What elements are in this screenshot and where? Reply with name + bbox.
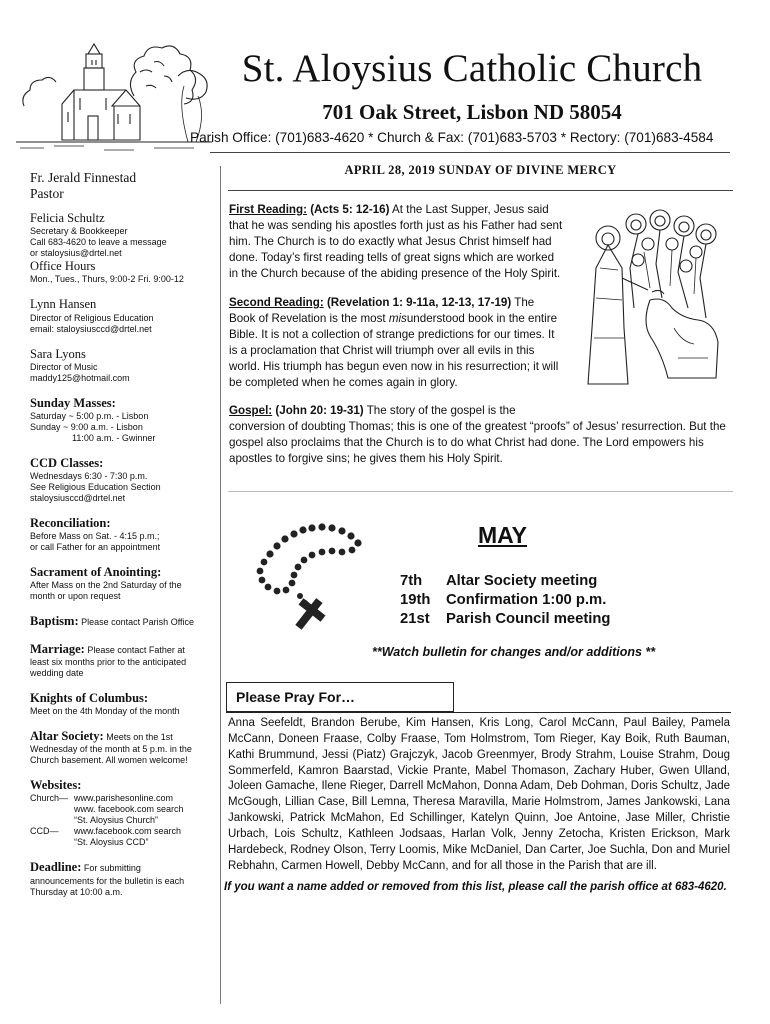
kofc-line: Meet on the 4th Monday of the month <box>30 706 180 717</box>
phone-numbers: Parish Office: (701)683-4620 * Church & Fax: (701)683-5703 * Rectory: (701)683-4584 <box>190 130 714 145</box>
church-website-link[interactable]: www.parishesonline.com <box>74 793 174 804</box>
office-hours-line: Mon., Tues., Thurs, 9:00-2 Fri. 9:00-12 <box>30 274 184 285</box>
marriage-row <box>30 642 215 657</box>
masses-title: Sunday Masses: <box>30 395 116 410</box>
reading-text: conversion of doubting Thomas; this is one of the greatest “proofs” of Jesus’ resurrection. But the gospel also proclaims that the Church is to do what Christ had done. The Lord empowers his apostles to forgive sins; he gives them his Holy Spirit. <box>229 419 726 465</box>
church-drawing <box>14 36 214 154</box>
event-name: Altar Society meeting <box>446 573 598 589</box>
reading-text: At the Last Supper, Jesus said that he was sending his apostles forth just as his Father had sent him. The Church is to do exactly what Jesus Christ himself had done. Today’s first reading tells of great signs which are worked in the Church because of the abiding presence of the Holy Spirit. <box>229 203 563 280</box>
baptism-title: Baptism: <box>30 614 79 629</box>
sidebar <box>30 170 215 898</box>
event-name: Parish Council meeting <box>446 611 611 628</box>
anointing-line: After Mass on the 2nd Saturday of the <box>30 580 182 591</box>
second-reading <box>229 295 563 391</box>
reading-label: Gospel: <box>229 404 273 417</box>
ccd-line: See Religious Education Section <box>30 482 161 493</box>
religious-ed-line: Director of Religious Education <box>30 312 154 323</box>
kofc-title: Knights of Columbus: <box>30 690 149 705</box>
reading-text: The Book of Revelation is the most <box>229 296 535 325</box>
ccd-website-line: “St. Aloysius CCD” <box>74 837 149 848</box>
event-date: 19th <box>400 592 431 609</box>
secretary-line: Call 683-4620 to leave a message <box>30 237 167 248</box>
may-events-title: MAY <box>478 522 527 548</box>
deadline-line: Thursday at 10:00 a.m. <box>30 886 123 897</box>
ccd-website-key: CCD— <box>30 826 59 837</box>
reading-ref: (Revelation 1: 9-11a, 12-13, 17-19) <box>326 296 512 309</box>
please-pray-for-title: Please Pray For… <box>226 682 454 712</box>
reconciliation-line: Before Mass on Sat. - 4:15 p.m.; <box>30 531 160 542</box>
ccd-website-link[interactable]: www.facebook.com search <box>74 826 182 837</box>
altar-society-line: Wednesday of the month at 5 p.m. in the <box>30 744 192 755</box>
church-address: 701 Oak Street, Lisbon ND 58054 <box>322 100 622 124</box>
secretary-line: Secretary & Bookkeeper <box>30 226 128 237</box>
event-row <box>400 591 720 610</box>
ccd-title: CCD Classes: <box>30 455 104 470</box>
gospel-reading <box>229 403 729 467</box>
mass-time: 11:00 a.m. - Gwinner <box>72 432 156 443</box>
church-website-row <box>30 793 215 826</box>
church-website-line: “St. Aloysius Church” <box>74 815 159 826</box>
first-reading <box>229 202 563 282</box>
marriage-line: least six months prior to the anticipated <box>30 656 187 667</box>
church-website-line: www. facebook.com search <box>74 804 184 815</box>
pastor-name: Fr. Jerald Finnestad <box>30 170 137 185</box>
reconciliation-title: Reconciliation: <box>30 516 111 530</box>
anointing-line: month or upon request <box>30 591 121 602</box>
mass-time: Saturday ~ 5:00 p.m. - Lisbon <box>30 410 149 421</box>
pastor-title: Pastor <box>30 186 64 202</box>
church-website-key: Church— <box>30 793 69 804</box>
music-line: maddy125@hotmail.com <box>30 372 130 383</box>
rosary-icon <box>248 510 398 635</box>
event-name: Confirmation 1:00 p.m. <box>446 592 607 609</box>
jesus-with-disciples-drawing <box>578 208 726 390</box>
mass-time: Sunday ~ 9:00 a.m. - Lisbon <box>30 421 143 432</box>
ccd-line: Wednesdays 6:30 - 7:30 p.m. <box>30 471 148 482</box>
event-date: 7th <box>400 573 423 589</box>
baptism-text: Please contact Parish Office <box>81 617 195 628</box>
marriage-text: Please contact Father at <box>87 644 185 655</box>
marriage-line: wedding date <box>30 667 84 678</box>
reading-text-emphasis: mis <box>388 311 407 325</box>
reconciliation-line: or call Father for an appointment <box>30 542 161 553</box>
event-row <box>400 572 720 591</box>
reading-ref: (Acts 5: 12-16) <box>310 203 390 216</box>
church-name: St. Aloysius Catholic Church <box>241 47 703 90</box>
deadline-text: For submitting <box>83 863 141 874</box>
watch-bulletin-note: **Watch bulletin for changes and/or additions ** <box>372 645 656 659</box>
event-date: 21st <box>400 611 430 628</box>
deadline-row <box>30 860 215 875</box>
ccd-website-row <box>30 826 215 848</box>
deadline-title: Deadline: <box>30 860 82 875</box>
secretary-line: or staloysius@drtel.net <box>30 248 122 259</box>
altar-society-line: Church basement. All women welcome! <box>30 755 188 766</box>
ccd-line: staloysiusccd@drtel.net <box>30 493 126 504</box>
header-divider <box>210 152 730 153</box>
prayer-list: Anna Seefeldt, Brandon Berube, Kim Hansen, Kris Long, Carol McCann, Paul Bailey, Pamela McCann, Doneen Fraase, Colby Fraase, Tom Holmstrom, Tom Rieger, Kay Boik, Ruth Bauman, Kathi Brummund, Jessi (Piatz) Grajczyk, Jacob Greenmyer, Brody Strahm, Louise Strahm, Doug Sommerfeld, Kamron Baarstad, Vickie Prante, Mabel Thomason, Zachary Huber, Gwen Ulland, Joleen Gamache, Ilene Rieger, Darrell McMahon, Donna Adam, Deb Dohman, Doris Schultz, Jade McGough, Lillian Case, Bill Lemna, Theresa Maravilla, Marie Holmstrom, James Jankowski, Lana Jankowski, Patrick McMahon, Ed Schillinger, Katelyn Quinn, Joe Antoine, Jase Miller, Christie Urbach, Lois Schultz, Kathleen Jodsaas, Harlan Volk, Jenny Zetocha, Kristen Erickson, Mark Hardebeck, Rodney Olson, Terry Loomis, Mike McDaniel, Dan Carter, Joe Suchla, Don and Muriel Rebhahn, Carmen Howell, Debby McCann, and for all those in the Parish that are ill. <box>228 717 730 872</box>
reading-text: The story of the gospel is the <box>366 404 516 417</box>
altar-society-row <box>30 729 215 744</box>
reading-label: First Reading: <box>229 203 307 216</box>
music-line: Director of Music <box>30 361 98 372</box>
secretary-name: Felicia Schultz <box>30 210 105 225</box>
religious-ed-line: email: staloysiusccd@drtel.net <box>30 323 152 334</box>
pray-divider <box>226 712 731 713</box>
event-row <box>400 610 720 629</box>
sidebar-divider <box>220 166 221 1004</box>
office-hours-title: Office Hours <box>30 259 96 274</box>
altar-society-text: Meets on the 1st <box>106 732 173 743</box>
reading-label: Second Reading: <box>229 296 324 309</box>
anointing-title: Sacrament of Anointing: <box>30 565 162 580</box>
baptism-row <box>30 614 215 629</box>
may-events-list <box>400 572 720 630</box>
prayer-list-note: If you want a name added or removed from this list, please call the parish office at 683-4620. <box>224 881 727 893</box>
religious-ed-name: Lynn Hansen <box>30 297 97 312</box>
music-director-name: Sara Lyons <box>30 346 86 361</box>
bulletin-date: APRIL 28, 2019 SUNDAY OF DIVINE MERCY <box>344 163 617 177</box>
date-divider <box>228 190 733 191</box>
deadline-line: announcements for the bulletin is each <box>30 875 185 886</box>
altar-society-title: Altar Society: <box>30 729 104 744</box>
marriage-title: Marriage: <box>30 641 85 656</box>
reading-text: understood book in the entire Bible. It is not a collection of strange predictions for our times. It is a proclamation that Christ will triumph over all evils in this world. His triumph has begun even now in his resurrection; it will be completed when he comes again in glory. <box>229 311 559 389</box>
websites-title: Websites: <box>30 778 82 793</box>
section-divider <box>228 491 733 492</box>
reading-ref: (John 20: 19-31) <box>275 404 364 417</box>
